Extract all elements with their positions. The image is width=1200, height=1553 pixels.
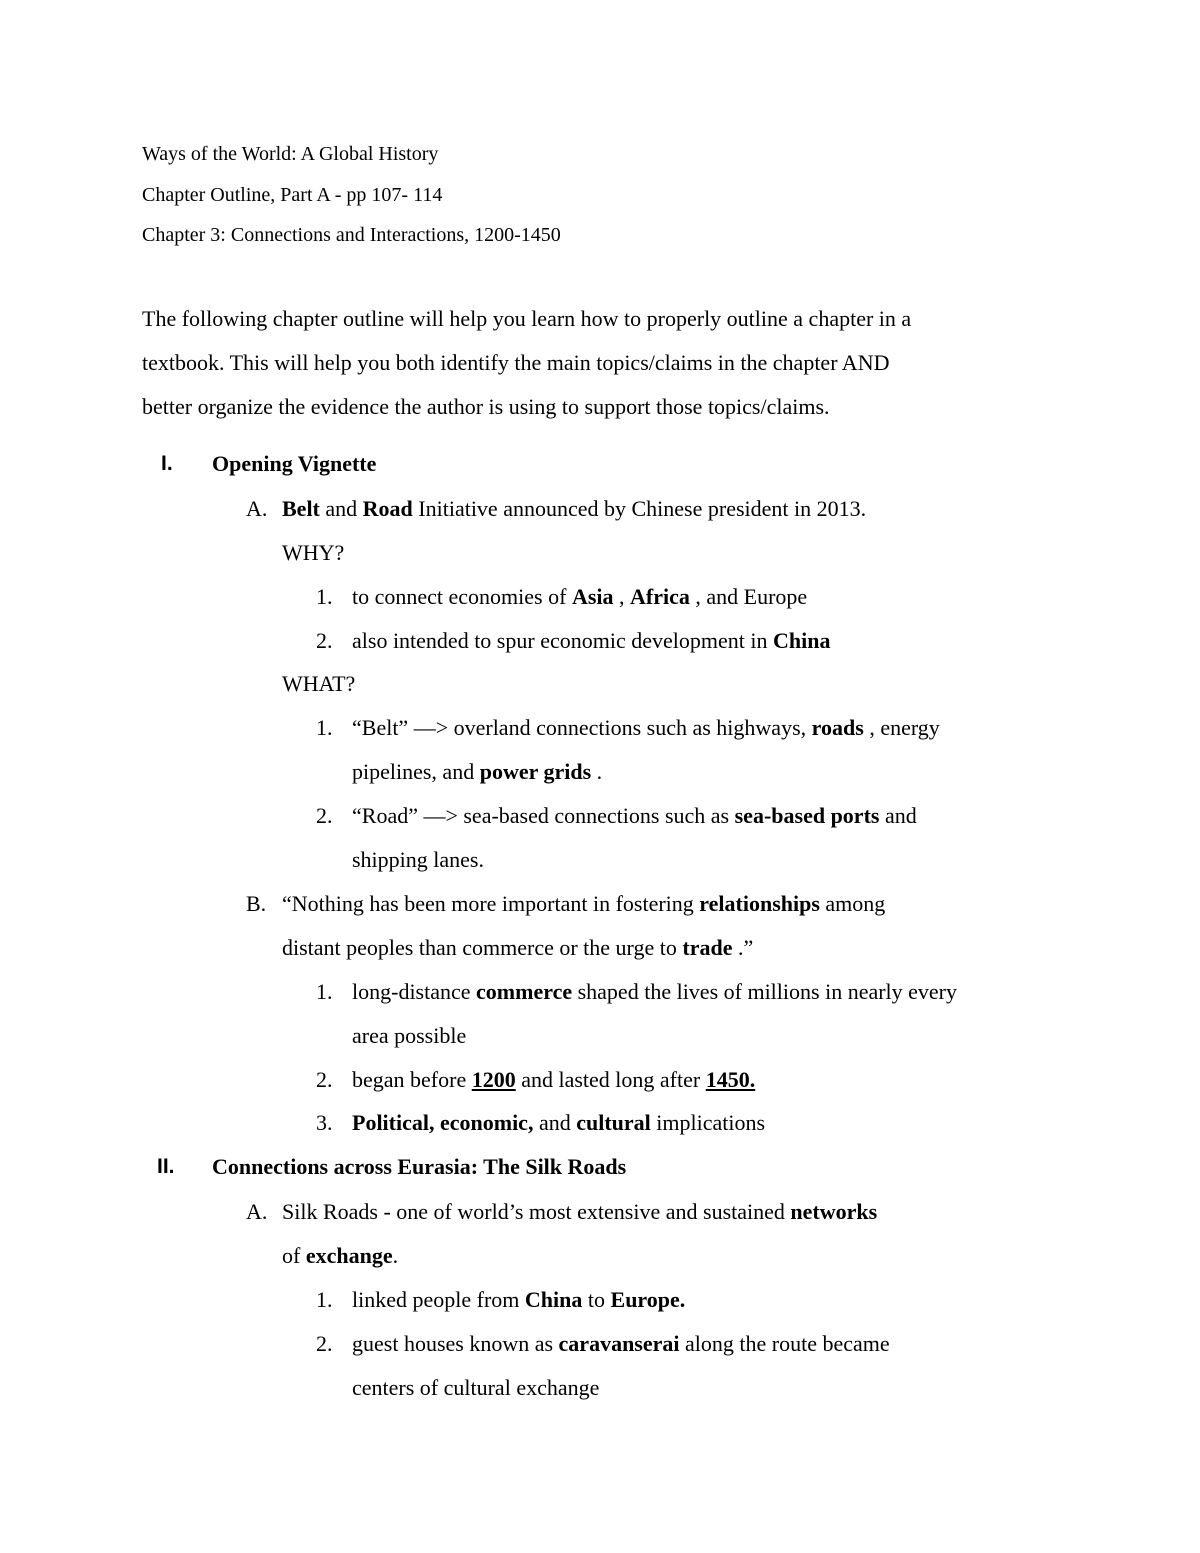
text-run: linked people from [352, 1287, 525, 1312]
item-b-continued [282, 933, 753, 963]
bold-term: power grids [479, 759, 592, 784]
list-number: 1. [316, 1287, 333, 1312]
bold-term: cultural [576, 1110, 651, 1135]
text-run: along the route became [679, 1331, 890, 1356]
outline-subtitle: Chapter Outline, Part A - pp 107- 114 [142, 184, 443, 206]
text-run: of [282, 1243, 306, 1268]
list-item [352, 1285, 685, 1315]
text-run: Silk Roads - one of world’s most extensive and sustained [282, 1199, 791, 1224]
bold-term: Africa [630, 584, 690, 609]
intro-line: textbook. This will help you both identify the main topics/claims in the chapter AND [142, 350, 890, 375]
underlined-year: 1200 [471, 1067, 516, 1092]
section-number: II. [157, 1155, 175, 1178]
intro-line: better organize the evidence the author is using to support those topics/claims. [142, 394, 830, 419]
bold-term: China [772, 628, 831, 653]
list-item [352, 1108, 765, 1138]
text-run: implications [650, 1110, 766, 1135]
bold-term: roads [811, 715, 864, 740]
text-run: guest houses known as [352, 1331, 559, 1356]
bold-term: networks [790, 1199, 878, 1224]
text-run: .” [732, 935, 754, 960]
list-number: 1. [316, 715, 333, 740]
list-number: 1. [316, 979, 333, 1004]
text-run: also intended to spur economic development in [352, 628, 773, 653]
section-heading-text: Connections across Eurasia: The Silk Roads [212, 1154, 627, 1179]
list-number: 3. [316, 1110, 333, 1135]
list-item-continued: centers of cultural exchange [352, 1375, 600, 1400]
text-run: and [533, 1110, 577, 1135]
list-number: 2. [316, 803, 333, 828]
text-run: , and Europe [689, 584, 808, 609]
text-run: distant peoples than commerce or the urge to [282, 935, 683, 960]
list-number: 2. [316, 1331, 333, 1356]
list-item [352, 1329, 890, 1359]
list-item [352, 977, 957, 1007]
list-item [352, 801, 917, 831]
section-heading [212, 449, 376, 479]
list-number: 1. [316, 584, 333, 609]
list-item-continued: shipping lanes. [352, 847, 484, 872]
item-a-text [282, 1197, 877, 1227]
item-letter: B. [246, 891, 267, 916]
text-run: long-distance [352, 979, 477, 1004]
section-heading [212, 1152, 626, 1182]
text-run: . [591, 759, 603, 784]
text-run: to connect economies of [352, 584, 572, 609]
text-run: “Belt” —> overland connections such as highways, [352, 715, 812, 740]
list-item-continued: area possible [352, 1023, 467, 1048]
bold-term: relationships [699, 891, 820, 916]
section-heading-text: Opening Vignette [212, 451, 377, 476]
text-run: and lasted long after [515, 1067, 706, 1092]
item-letter: A. [246, 496, 268, 521]
bold-term: exchange [305, 1243, 393, 1268]
list-number: 2. [316, 628, 333, 653]
text-run: . [392, 1243, 399, 1268]
why-label: WHY? [282, 540, 345, 565]
text-run: and [879, 803, 917, 828]
text-run: “Nothing has been more important in fostering [282, 891, 700, 916]
list-number: 2. [316, 1067, 333, 1092]
list-item [352, 582, 807, 612]
text-run: among [819, 891, 886, 916]
list-item [352, 713, 940, 743]
text-run: , [613, 584, 630, 609]
text-run: shaped the lives of millions in nearly every [572, 979, 958, 1004]
section-number: I. [161, 452, 173, 475]
text-run: pipelines, and [352, 759, 480, 784]
bold-term: China [524, 1287, 583, 1312]
text-run: and [319, 496, 363, 521]
text-run: began before [352, 1067, 472, 1092]
underlined-year: 1450. [705, 1067, 756, 1092]
text-run: “Road” —> sea-based connections such as [352, 803, 735, 828]
bold-term: Europe. [610, 1287, 686, 1312]
bold-term: trade [682, 935, 733, 960]
what-label: WHAT? [282, 671, 356, 696]
bold-term: Political, economic, [352, 1110, 534, 1135]
item-a-text [282, 494, 866, 524]
bold-term: caravanserai [558, 1331, 680, 1356]
list-item-continued [352, 757, 602, 787]
list-item [352, 626, 830, 656]
text-run: to [582, 1287, 611, 1312]
bold-term: Belt [282, 496, 320, 521]
item-letter: A. [246, 1199, 268, 1224]
bold-term: commerce [476, 979, 573, 1004]
text-run: Initiative announced by Chinese president in 2013. [412, 496, 867, 521]
item-b-text [282, 889, 885, 919]
book-title: Ways of the World: A Global History [142, 143, 439, 165]
bold-term: sea-based ports [734, 803, 880, 828]
list-item [352, 1065, 755, 1095]
bold-term: Road [362, 496, 413, 521]
chapter-title: Chapter 3: Connections and Interactions, 1200-1450 [142, 224, 561, 246]
intro-line: The following chapter outline will help you learn how to properly outline a chapter in a [142, 306, 912, 331]
text-run: , energy [863, 715, 940, 740]
bold-term: Asia [571, 584, 614, 609]
item-a-continued [282, 1241, 398, 1271]
